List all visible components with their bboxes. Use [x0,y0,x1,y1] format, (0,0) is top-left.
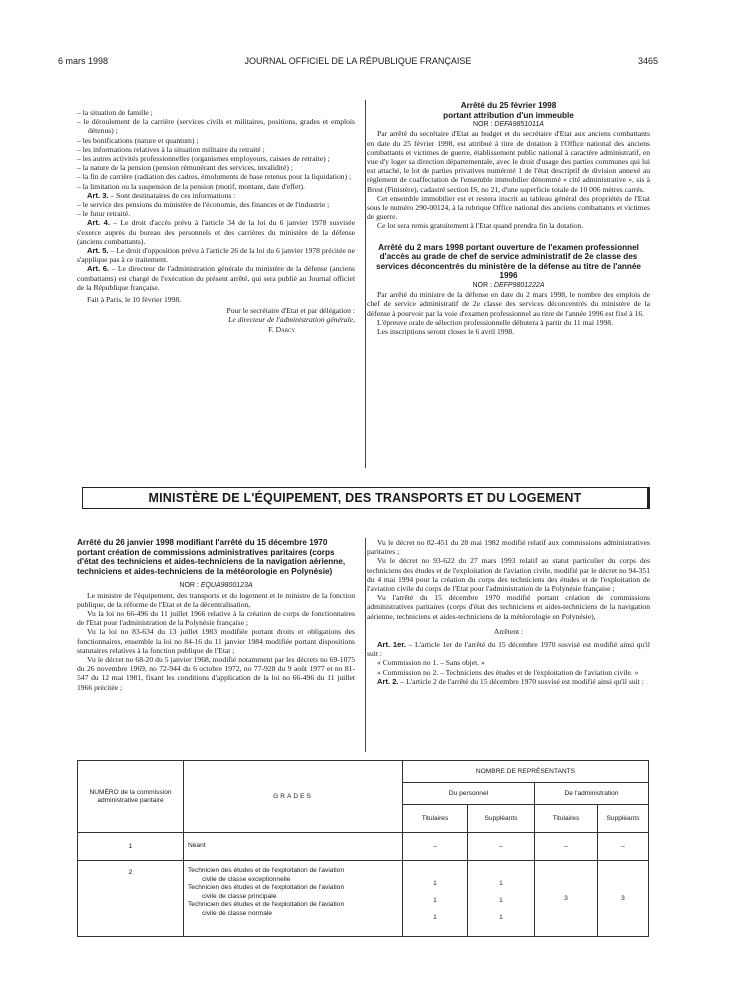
nor-code: EQUA9800123A [200,582,253,590]
article-label: Art. 2. [377,676,399,686]
cell-values [403,861,468,937]
paragraph: L'épreuve orale de sélection professionnelle débutera à partir du 11 mai 1998. [377,317,613,327]
arretent-heading: Arrêtent : [493,626,524,636]
column-divider [365,100,366,468]
article-label: Art. 6. [87,264,110,274]
cell-value: 1 [499,880,503,887]
arrete-26-janvier-title: Arrêté du 26 janvier 1998 modifiant l'arrêté du 15 décembre 1970 portant création de commissions administratives paritaires (corps d'état des techniciens et aides-techniciens de la navigation aérienne, techniciens et aides-techniciens de la météorologie en Polynésie) [77,538,346,576]
cell-value: 3 [535,861,598,937]
paragraph: Par arrêté du ministre de la défense en date du 2 mars 1998, le nombre des emplois de chef de service administratif de 2e classe des services déconcentrés du ministère de la défense à pourvoir par la voie d'examen professionnel au titre de l'année 1996 est fixé à 16. [367,290,650,318]
grade-line: civile de classe normale [202,909,272,917]
article-1 [367,640,650,658]
cell-value: 1 [433,880,437,887]
list-item: – la situation de famille ; [77,108,153,117]
page-header [58,56,658,70]
grade-line: civile de classe principale [202,892,277,900]
left-bottom-column [77,538,355,692]
commission-1: « Commission no 1. – Sans objet. » [377,658,485,668]
cell-value: 3 [598,861,649,937]
header-titulaires: Titulaires [403,805,468,833]
article-4 [77,218,355,246]
cell-num: 2 [78,861,184,937]
right-top-column [367,101,650,336]
fait-a-paris: Fait à Paris, le 10 février 1998. [87,295,182,305]
article-3 [77,191,355,200]
paragraph: Vu la loi no 66-496 du 11 juillet 1966 relative à la création de corps de fonctionnaires de l'Etat pour l'administration de la Polynésie française ; [77,608,355,628]
article-label: Art. 4. [87,218,110,228]
article-text: – Le droit d'accès prévu à l'article 34 de la loi du 6 janvier 1978 susvisée s'exerce auprès du bureau des personnels et des carrières du ministère de la défense (anciens combattants). [77,218,355,246]
article-5 [77,246,355,264]
paragraph: Par arrêté du secrétaire d'Etat au budget et du secrétaire d'Etat aux anciens combattants en date du 25 février 1998, est attribué à titre de dotation à l'Office national des anciens combattants et victimes de guerre, établissement public national à caractère administratif, en vue d'y loger sa direction départementale, avec le droit d'usage des parties communes qui lui est attaché, le lot de parties privatives numéroté 1 de l'état descriptif de division annexé au règlement de coaffectation de l'ensemble immobilier dénommé « cité administrative », sis à Brest (Finistère), cadastré section IS, no 21, d'une superficie totale de 10 006 mètres carrés. [367,129,650,194]
nor-reference [367,281,650,290]
article-text: – L'article 1er de l'arrêté du 15 décembre 1970 susvisé est modifié ainsi qu'il suit : [367,640,650,659]
nor-label: NOR : [473,121,493,129]
arrete-25-fevrier-subtitle: portant attribution d'un immeuble [443,110,574,120]
header-suppleants-admin: Suppléants [598,805,649,833]
delegation-line: Pour le secrétaire d'Etat et par délégation : [226,306,355,316]
cell-value: – [598,833,649,861]
list-item: – la fin de carrière (radiation des cadres, émoluments de base retenus pour la liquidation) ; [77,172,352,182]
paragraph: Le ministre de l'équipement, des transports et du logement et le ministre de la fonction publique, de la réforme de l'Etat et de la décentralisation, [77,590,355,609]
list-item: – le futur retraité. [77,209,131,219]
paragraph: Ce lot sera remis gratuitement à l'Etat quand prendra fin la dotation. [377,221,584,231]
header-administration: De l'administration [535,783,649,805]
list-item: – les informations relatives à la situation militaire du retraité ; [77,144,265,154]
representatives-table [77,760,649,937]
cell-value: 1 [433,897,437,904]
grade-line: civile de classe exceptionnelle [202,875,291,883]
paragraph: Vu la loi no 83-634 du 13 juillet 1983 modifiée portant droits et obligations des fonctionnaires, ensemble la loi no 84-16 du 11 janvier 1984 modifiée portant dispositions statutaires relatives à la fonction publique de l'Etat ; [77,627,355,655]
list-item: – la nature de la pension (pension rémunérant des services, invalidité) ; [77,163,293,173]
paragraph: Les inscriptions seront closes le 6 avril 1998. [377,327,515,337]
grade-line: Technicien des études et de l'exploitation de l'aviation [188,884,345,892]
grade-line: Technicien des études et de l'exploitation de l'aviation [188,901,345,909]
paragraph: Vu l'arrêté du 15 décembre 1970 modifié portant création de commissions administratives paritaires (corps d'état des techniciens et aides-techniciens de la navigation aérienne, techniciens et aides-techniciens de la météorologie en Polynésie), [367,593,650,621]
signatory: F. Darcy [268,324,295,334]
nor-reference [77,581,355,590]
header-page-number: 3465 [637,56,658,66]
ministry-banner: MINISTÈRE DE L'ÉQUIPEMENT, DES TRANSPORTS ET DU LOGEMENT [82,487,650,509]
nor-label: NOR : [472,282,492,289]
header-numero: NUMÉRO de la commission administrative paritaire [78,761,184,833]
article-label: Art. 3. [87,190,109,200]
header-date: 6 mars 1998 [58,56,109,66]
article-label: Art. 5. [87,246,109,256]
cell-value: – [403,833,468,861]
article-text: – L'article 2 de l'arrêté du 15 décembre 1970 susvisé est modifié ainsi qu'il suit : [398,676,644,686]
column-divider [365,538,366,752]
nor-code: DEFA9851011A [494,121,544,129]
article-2 [367,677,650,686]
header-personnel: Du personnel [403,783,535,805]
list-item: – le service des pensions du ministère de l'économie, des finances et de l'industrie ; [77,200,330,210]
article-text: – Le droit d'opposition prévu à l'article 26 de la loi du 6 janvier 1978 précitée ne s'applique pas à ce traitement. [77,246,355,265]
list-item: – la limitation ou la suspension de la pension (motif, montant, date d'effet). [77,181,305,191]
article-label: Art. 1er. [377,640,406,650]
list-item: – les autres activités professionnelles (organismes employeurs, caisses de retraite) ; [77,154,330,164]
article-text: – Le directeur de l'administration générale du ministère de la défense (anciens combattants) est chargé de l'exécution du présent arrêté, qui sera publié au Journal officiel de la République française. [77,264,355,292]
article-6 [77,264,355,292]
cell-grade: Néant [184,833,403,861]
header-grades: GRADES [184,761,403,833]
table-row [78,861,649,937]
paragraph: Vu le décret no 68-20 du 5 janvier 1968, modifié notamment par les décrets no 69-1075 du 26 novembre 1969, no 72-944 du 6 octobre 1972, no 77-928 du 9 août 1977 et no 81-547 du 12 mai 1981, fixant les conditions d'application de la loi no 66-496 du 11 juillet 1966 précitée ; [77,655,355,692]
arrete-25-fevrier-title: Arrêté du 25 février 1998 [460,101,557,110]
nor-reference [367,120,650,129]
arrete-2-mars-title: Arrêté du 2 mars 1998 portant ouverture de l'examen professionnel d'accès au grade de chef de service administratif de 2e classe des services déconcentrés du ministère de la défense au titre de l'année 1996 [376,242,641,281]
nor-label: NOR : [179,582,199,590]
left-top-column [77,108,355,334]
right-bottom-column [367,538,650,686]
header-titulaires-admin: Titulaires [535,805,598,833]
header-journal-title: JOURNAL OFFICIEL DE LA RÉPUBLIQUE FRANÇAISE [244,56,472,66]
cell-value: 1 [499,914,503,921]
grade-line: Technicien des études et de l'exploitation de l'aviation [188,867,345,874]
table-row [78,833,649,861]
table-header-row [78,761,649,783]
header-nombre: NOMBRE DE REPRÉSENTANTS [403,761,649,783]
cell-grade [184,861,403,937]
nor-code: DEFP9801222A [493,282,545,289]
article-text: – Sont destinataires de ces informations : [108,190,236,200]
cell-values [468,861,535,937]
list-item: – les bonifications (nature et quantum) ; [77,135,199,145]
commission-2: « Commission no 2. – Techniciens des études et de l'exploitation de l'aviation civile. » [377,667,639,677]
cell-value: – [468,833,535,861]
cell-num: 1 [78,833,184,861]
cell-value: – [535,833,598,861]
paragraph: Vu le décret no 82-451 du 28 mai 1982 modifié relatif aux commissions administratives paritaires ; [367,538,650,557]
list-item: – le déroulement de la carrière (services civils et militaires, positions, grades et emplois détenus) ; [77,117,355,136]
paragraph: Cet ensemble immobilier est et restera inscrit au tableau général des propriétés de l'Etat sous le numéro 290-00124, à la rubrique Office national des anciens combattants et victimes de guerre. [367,193,650,222]
cell-value: 1 [499,897,503,904]
directeur-line: Le directeur de l'administration générale, [228,315,355,325]
cell-value: 1 [433,914,437,921]
paragraph: Vu le décret no 93-622 du 27 mars 1993 relatif au statut particulier du corps des techniciens des études et de l'exploitation de l'aviation civile, modifié par le décret no 94-351 du 4 mai 1994 pour la création du corps des techniciens des études et de l'exploitation de l'aviation civile du corps de l'Etat pour l'administration de la Polynésie française ; [367,556,650,594]
header-suppleants: Suppléants [468,805,535,833]
